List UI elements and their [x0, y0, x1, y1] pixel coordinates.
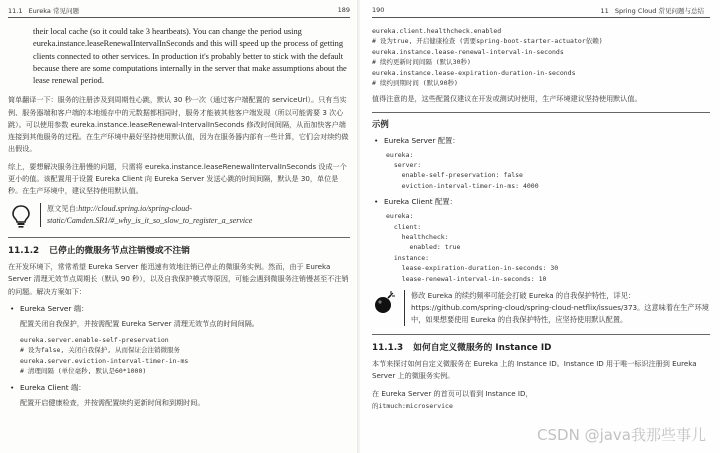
left-header-title: Eureka 常见问题	[28, 7, 79, 15]
source-note	[8, 203, 350, 229]
note-label: 原文见自:	[47, 204, 79, 214]
server-yaml-block: eureka: server: enable-self-preservation: false eviction-interval-timer-in-ms: 4000	[386, 150, 539, 190]
right-header-section: 11	[600, 7, 609, 15]
english-quote: their local cache (so it could take 3 heartbeats). You can change the period using eureka.instance.leaseRenewalIntervalInSeconds and this will speed up the process of getting clients connected to other services. In production it's probably better to stick with the default because there are some computations internally in the server that make assumptions about the lease renewal period.	[33, 27, 347, 86]
bullet-client-desc: 配置开启健康检查，并按需配置续约更新时间和到期时间。	[20, 397, 205, 407]
section-heading-11-1-3	[372, 334, 710, 353]
right-running-header	[372, 6, 710, 18]
instance-id-paragraph: 本节来探讨如何自定义微服务在 Eureka 上的 Instance ID。Instance ID 用于唯一标识注册到 Eureka Server 上的微服务实例。	[372, 359, 697, 381]
summary-paragraph: 综上，要想解决服务注册慢的问题，只需将 eureka.instance.leaseRenewalIntervalInSeconds 设成一个更小的值。该配置用于设置 Eureka Client 向 Eureka Server 发送心跳的时间间隔，默认是 30，单位是秒。在生产环境中，建议坚持使用默认值。	[8, 161, 347, 195]
section-heading-11-1-2	[8, 237, 350, 256]
note-link[interactable]: http://cloud.spring.io/spring-cloud-static/Camden.SR1/#_why_is_it_so_slow_to_register_a_service	[47, 204, 253, 226]
bullet-server-desc: 配置关闭自我保护，并按需配置 Eureka Server 清理无效节点的时间间隔。	[20, 318, 259, 328]
section-paragraph: 在开发环境下，常常希望 Eureka Server 能迅速有效地注销已停止的微服务实例。然而，由于 Eureka Server 清理无效节点周期长（默认 90 秒），以及自我保护模式等原因，可能会遇到微服务注销慢甚至不注销的问题。解决方案如下：	[8, 262, 349, 296]
section-number-right: 11.1.3	[372, 343, 404, 354]
warning-note	[372, 290, 710, 326]
translation-paragraph: 简单翻译一下：服务的注册涉及到周期性心跳，默认 30 秒一次（通过客户端配置的 serviceUrl）。只有当实例、服务器端和客户端的本地缓存中的元数据都相同时，服务才能被其他客户端发现（所以可能需要 3 次心跳）。可以使用参数 eureka.instance.leaseRenewal-IntervalInSeconds 修改时间间隔，从而加快客户端连接到其他服务的过程。在生产环境中最好坚持使用默认值，因为在服务器内部有一些计算，它们会对续约做出假设。	[8, 95, 349, 154]
section-number: 11.1.2	[8, 246, 40, 257]
instance-id-paragraph-2: 在 Eureka Server 的首页可以看到 Instance ID，	[372, 388, 533, 398]
bullet-client: • Eureka Client 端：	[8, 382, 350, 394]
example-heading: 示例	[372, 112, 710, 130]
section-title-right: 如何自定义微服务的 Instance ID	[413, 343, 552, 354]
instance-id-code: 的itmuch:microservice	[372, 401, 453, 410]
watermark: CSDN @java我那些事儿	[537, 426, 706, 444]
server-code-block: eureka.server.enable-self-preservation # 设为false, 关闭自我保护, 从而保证会注销微服务 eureka.server.eviction-interval-timer-in-ms # 清理间隔 (单位毫秒, 默认是60*1000)	[20, 335, 189, 376]
client-config-code: eureka.client.healthcheck.enabled # 设为true, 开启健康检查 (需要spring-boot-starter-actuator依赖) eureka.instance.lease-renewal-interval-in-seconds # 续约更新时间间隔 (默认30秒) eureka.instance.lease-expiration-duration-in-seconds # 续约到期时间 (默认90秒)	[372, 27, 603, 88]
warning-text: 修改 Eureka 的续约频率可能会打破 Eureka 的自我保护特性，详见：https://github.com/spring-cloud/spring-cloud-netflix/issues/373。这意味着在生产环境中，如果想要使用 Eureka 的自我保护特性，应坚持使用默认配置。	[404, 290, 710, 326]
right-page-number: 190	[372, 6, 385, 14]
right-header-title: Spring Cloud 常见问题与总结	[614, 7, 704, 15]
client-yaml-block: eureka: client: healthcheck: enabled: true instance: lease-expiration-duration-in-seconds: 30 lease-renewal-interval-in-seconds: 10	[386, 212, 559, 283]
bomb-icon	[372, 290, 398, 316]
left-page-number: 189	[337, 6, 350, 14]
dev-only-note: 值得注意的是，这些配置仅建议在开发或测试时使用，生产环境建议坚持使用默认值。	[372, 94, 642, 104]
right-page	[360, 0, 720, 453]
lightbulb-icon	[8, 203, 34, 229]
bullet-server: • Eureka Server 端：	[8, 303, 350, 315]
bullet-client-config: • Eureka Client 配置：	[372, 196, 710, 208]
section-title: 已停止的微服务节点注销慢或不注销	[49, 246, 190, 257]
left-header-section: 11.1	[8, 7, 23, 15]
bullet-server-config: • Eureka Server 配置：	[372, 135, 710, 147]
left-running-header	[8, 6, 350, 18]
